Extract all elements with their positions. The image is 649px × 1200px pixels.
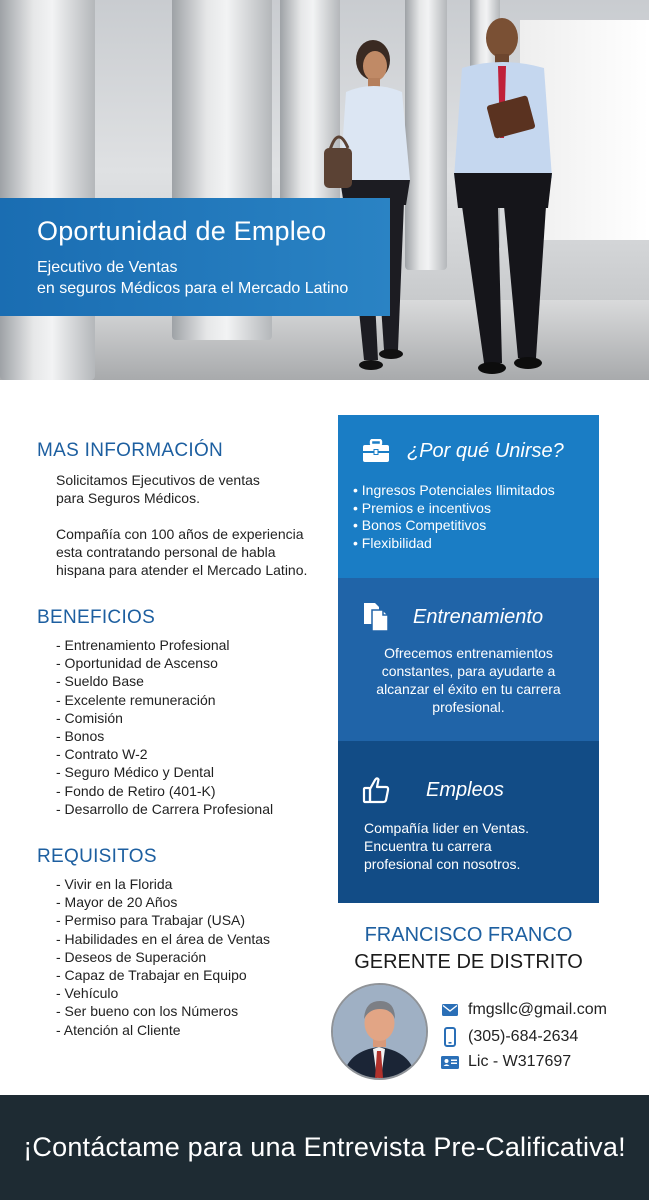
hero-subtitle-line: Ejecutivo de Ventas bbox=[37, 259, 178, 276]
info-line: Solicitamos Ejecutivos de ventas bbox=[56, 472, 260, 488]
contact-license: Lic - W317697 bbox=[468, 1053, 572, 1070]
why-join-item: • Bonos Competitivos bbox=[353, 517, 487, 533]
benefit-item: - Sueldo Base bbox=[56, 673, 144, 690]
hero-title: Oportunidad de Empleo bbox=[37, 216, 327, 246]
benefit-item: - Desarrollo de Carrera Profesional bbox=[56, 800, 274, 817]
benefit-item: - Contrato W-2 bbox=[56, 746, 148, 763]
hero-column bbox=[0, 0, 95, 380]
benefit-item: - Bonos bbox=[56, 728, 105, 745]
thumbs-up-icon bbox=[362, 776, 390, 804]
phone-icon bbox=[440, 1027, 460, 1047]
footer-cta: ¡Contáctame para una Entrevista Pre-Calificativa! bbox=[23, 1132, 626, 1162]
info-heading: MAS INFORMACIÓN bbox=[37, 440, 224, 461]
requirements-heading: REQUISITOS bbox=[37, 846, 157, 868]
info-line: hispana para atender el Mercado Latino. bbox=[56, 562, 308, 578]
documents-icon bbox=[363, 602, 389, 632]
envelope-icon bbox=[440, 1004, 460, 1016]
requirement-item: - Vivir en la Florida bbox=[56, 876, 173, 893]
hero-subtitle-line: en seguros Médicos para el Mercado Latino bbox=[37, 280, 349, 297]
jobs-line: Compañía lider en Ventas. bbox=[364, 820, 529, 836]
requirement-item: - Vehículo bbox=[56, 985, 119, 1002]
why-join-block bbox=[338, 415, 599, 578]
training-line: constantes, para ayudarte a bbox=[381, 663, 556, 679]
contact-name: FRANCISCO FRANCO bbox=[364, 924, 573, 946]
contact-role: GERENTE DE DISTRITO bbox=[354, 951, 583, 973]
footer-cta-bar bbox=[0, 1095, 649, 1200]
jobs-header bbox=[362, 776, 504, 804]
man-figure bbox=[432, 8, 572, 380]
training-text bbox=[338, 644, 599, 716]
benefits-heading: BENEFICIOS bbox=[37, 607, 156, 628]
info-line: Compañía con 100 años de experiencia bbox=[56, 526, 304, 542]
hero-photo bbox=[0, 0, 649, 380]
contact-phone[interactable]: (305)-684-2634 bbox=[468, 1028, 579, 1045]
why-join-title: ¿Por qué Unirse? bbox=[407, 439, 564, 462]
avatar-photo bbox=[333, 985, 426, 1078]
info-panel bbox=[338, 415, 599, 903]
training-line: alcanzar el éxito en tu carrera bbox=[376, 681, 561, 697]
contact-phone-row[interactable] bbox=[440, 1027, 578, 1047]
benefit-item: - Fondo de Retiro (401-K) bbox=[56, 782, 216, 799]
benefits-list bbox=[56, 636, 327, 818]
training-line: Ofrecemos entrenamientos bbox=[384, 645, 553, 661]
training-header bbox=[363, 602, 543, 632]
requirement-item: - Atención al Cliente bbox=[56, 1021, 181, 1038]
jobs-block bbox=[338, 741, 599, 903]
jobs-line: profesional con nosotros. bbox=[364, 856, 521, 872]
jobs-text bbox=[364, 819, 529, 873]
requirement-item: - Permiso para Trabajar (USA) bbox=[56, 912, 246, 929]
hero-subtitle bbox=[37, 257, 390, 299]
jobs-line: Encuentra tu carrera bbox=[364, 838, 492, 854]
contact-license-row bbox=[440, 1053, 571, 1071]
requirement-item: - Mayor de 20 Años bbox=[56, 894, 178, 911]
requirement-item: - Capaz de Trabajar en Equipo bbox=[56, 967, 247, 984]
benefit-item: - Comisión bbox=[56, 709, 123, 726]
id-card-icon bbox=[440, 1056, 460, 1069]
contact-email-row[interactable] bbox=[440, 1001, 607, 1019]
why-join-item: • Flexibilidad bbox=[353, 534, 432, 551]
info-paragraph bbox=[56, 471, 327, 507]
info-line: para Seguros Médicos. bbox=[56, 490, 200, 506]
why-join-item: • Ingresos Potenciales Ilimitados bbox=[353, 482, 555, 498]
benefit-item: - Excelente remuneración bbox=[56, 691, 216, 708]
training-line: profesional. bbox=[432, 699, 505, 715]
requirement-item: - Ser bueno con los Números bbox=[56, 1003, 239, 1020]
requirement-item: - Habilidades en el área de Ventas bbox=[56, 930, 271, 947]
info-line: esta contratando personal de habla bbox=[56, 544, 276, 560]
briefcase-icon bbox=[362, 439, 390, 463]
contact-email[interactable]: fmgsllc@gmail.com bbox=[468, 1001, 607, 1018]
jobs-title: Empleos bbox=[426, 778, 504, 801]
why-join-list bbox=[353, 482, 555, 552]
left-column bbox=[37, 440, 327, 1039]
why-join-header bbox=[362, 439, 564, 463]
training-block bbox=[338, 578, 599, 741]
avatar bbox=[331, 983, 428, 1080]
info-paragraph bbox=[56, 525, 327, 579]
requirement-item: - Deseos de Superación bbox=[56, 948, 207, 965]
benefit-item: - Oportunidad de Ascenso bbox=[56, 655, 218, 672]
benefit-item: - Seguro Médico y Dental bbox=[56, 764, 214, 781]
training-title: Entrenamiento bbox=[413, 605, 544, 628]
benefit-item: - Entrenamiento Profesional bbox=[56, 637, 230, 653]
requirements-list bbox=[56, 875, 327, 1039]
hero-banner bbox=[0, 198, 390, 316]
why-join-item: • Premios e incentivos bbox=[353, 499, 491, 516]
